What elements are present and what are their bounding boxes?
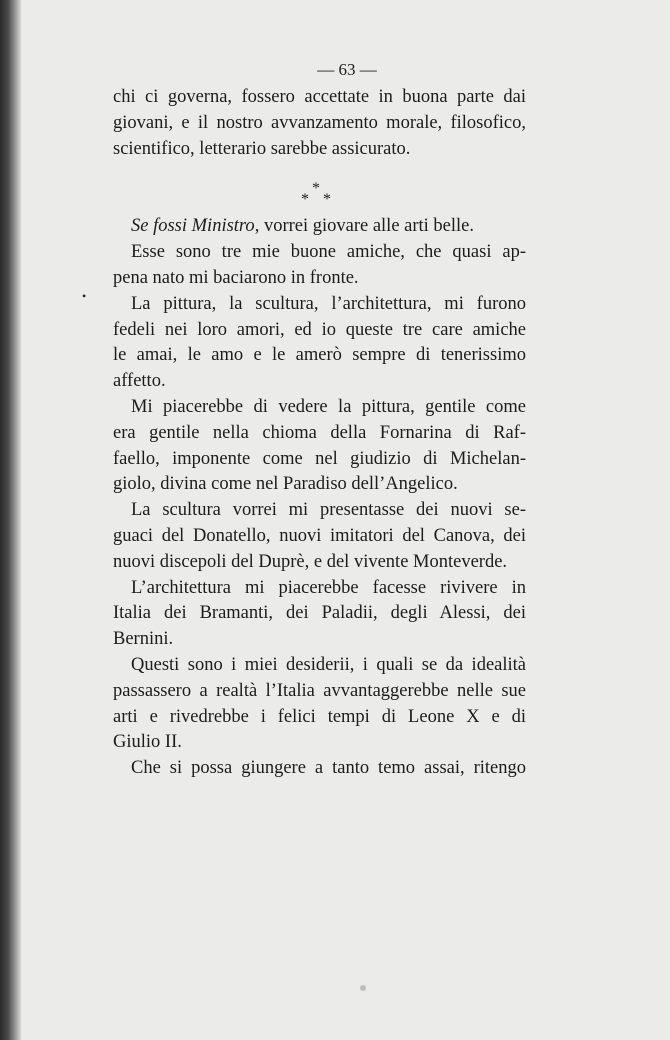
text-line: Che si possa giungere a tanto temo assai, ritengo bbox=[131, 758, 526, 779]
text-line: Esse sono tre mie buone amiche, che quasi ap- bbox=[131, 242, 526, 263]
text-fragment: , vorrei giovare alle arti belle. bbox=[254, 216, 475, 237]
text-line: era gentile nella chioma della Fornarina di Raf- bbox=[113, 422, 526, 443]
text-line: fedeli nei loro amori, ed io queste tre care amiche bbox=[113, 319, 526, 340]
text-line: Giulio II. bbox=[113, 732, 182, 753]
text-line: nuovi discepoli del Duprè, e del vivente Monteverde. bbox=[113, 551, 508, 572]
paragraph-amiche bbox=[113, 240, 526, 292]
text-line: pena nato mi baciarono in fronte. bbox=[113, 267, 359, 288]
text-line bbox=[113, 214, 526, 240]
text-line: L’architettura mi piacerebbe facesse rivivere in bbox=[131, 577, 526, 598]
text-line: passassero a realtà l’Italia avvantaggerebbe nelle sue bbox=[113, 680, 526, 701]
text-line: affetto. bbox=[113, 371, 166, 392]
text-line: giovani, e il nostro avvanzamento morale, filosofico, bbox=[113, 112, 526, 133]
italic-phrase: Se fossi Ministro bbox=[131, 216, 255, 237]
asterisk-right: * bbox=[323, 191, 331, 209]
text-line: chi ci governa, fossero accettate in buona parte dai bbox=[113, 87, 526, 107]
paragraph-pittura bbox=[113, 292, 526, 395]
text-line: faello, imponente come nel giudizio di Michelan- bbox=[113, 448, 526, 469]
margin-mark: • bbox=[82, 289, 87, 303]
paragraph-desiderii bbox=[113, 653, 526, 756]
paragraph-ministro bbox=[113, 214, 526, 240]
section-asterism bbox=[113, 162, 526, 214]
text-line: arti e rivedrebbe i felici tempi di Leone X e di bbox=[113, 706, 526, 727]
page-number: — 63 — bbox=[317, 60, 377, 79]
text-line: La scultura vorrei mi presentasse dei nuovi se- bbox=[131, 500, 526, 521]
paragraph-giungere bbox=[113, 756, 526, 782]
paragraph-architettura bbox=[113, 576, 526, 653]
text-line: le amai, le amo e le amerò sempre di tenerissimo bbox=[113, 345, 526, 366]
text-line: Mi piacerebbe di vedere la pittura, gentile come bbox=[131, 396, 526, 417]
paper-spot bbox=[360, 985, 366, 991]
page-body bbox=[113, 85, 526, 782]
paragraph-continuation bbox=[113, 85, 526, 162]
paragraph-scultura bbox=[113, 498, 526, 575]
text-line: giolo, divina come nel Paradiso dell’Angelico. bbox=[113, 474, 458, 495]
text-line: Questi sono i miei desiderii, i quali se da idealità bbox=[131, 654, 526, 675]
text-line: La pittura, la scultura, l’architettura, mi furono bbox=[131, 293, 526, 314]
text-line: guaci del Donatello, nuovi imitatori del Canova, dei bbox=[113, 525, 526, 546]
asterisk-left: * bbox=[301, 191, 309, 209]
text-line: Bernini. bbox=[113, 629, 174, 650]
paragraph-piacerebbe bbox=[113, 395, 526, 498]
asterisk-top: * bbox=[312, 180, 320, 198]
book-binding-edge bbox=[0, 0, 22, 1040]
text-line: Italia dei Bramanti, dei Paladii, degli Alessi, dei bbox=[113, 603, 526, 624]
text-line: scientifico, letterario sarebbe assicurato. bbox=[113, 138, 411, 159]
